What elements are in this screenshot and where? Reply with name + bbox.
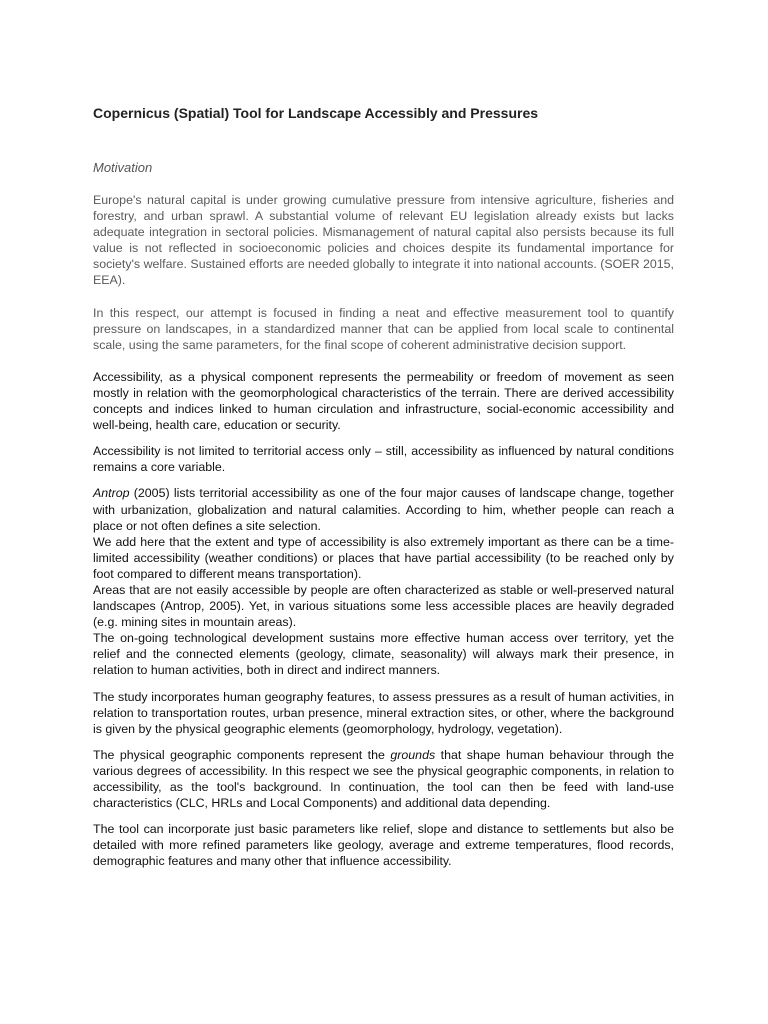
paragraph-territorial-access: Accessibility is not limited to territorial access only – still, accessibility as influenced by natural conditions remains a core variable. xyxy=(93,444,674,475)
paragraph-natural-capital: Europe's natural capital is under growing cumulative pressure from intensive agriculture, fisheries and forestry, and urban sprawl. A substantial volume of relevant EU legislation already exists but lacks adequate integration in sectoral policies. Mismanagement of natural capital also persists because its full value is not reflected in socioeconomic policies and choices despite its fundamental importance for society's welfare. Sustained efforts are needed globally to integrate it into national accounts. (SOER 2015, EEA). xyxy=(93,193,674,288)
document-title: Copernicus (Spatial) Tool for Landscape Accessibly and Pressures xyxy=(93,105,539,121)
paragraph-measurement-tool: In this respect, our attempt is focused in finding a neat and effective measurement tool to quantify pressure on landscapes, in a standardized manner that can be applied from local scale to continental scale, using the same parameters, for the final scope of coherent administrative decision support. xyxy=(93,305,674,352)
antrop-text: (2005) lists territorial accessibility as one of the four major causes of landscape change, together with urbanization, globalization and natural calamities. According to him, whether people can reach a place or not often defines a site selection. xyxy=(93,486,674,533)
paragraph-antrop xyxy=(93,485,674,533)
paragraph-accessibility-extent: We add here that the extent and type of accessibility is also extremely important as there can be a time-limited accessibility (weather conditions) or places that have partial accessibility (to be reached only by foot compared to different means transportation). xyxy=(93,534,674,581)
document-page xyxy=(93,103,674,869)
paragraph-tool-parameters: The tool can incorporate just basic parameters like relief, slope and distance to settlements but also be detailed with more refined parameters like geology, average and extreme temperatures, flood records, demographic features and many other that influence accessibility. xyxy=(93,822,674,869)
antrop-citation: Antrop xyxy=(93,486,130,501)
paragraph-inaccessible-areas: Areas that are not easily accessible by people are often characterized as stable or well-preserved natural landscapes (Antrop, 2005). Yet, in various situations some less accessible places are heavily degraded (e.g. mining sites in mountain areas). xyxy=(93,582,674,630)
grounds-emphasis: grounds xyxy=(390,747,436,762)
paragraph-human-geography: The study incorporates human geography features, to assess pressures as a result of human activities, in relation to transportation routes, urban presence, mineral extraction sites, or other, where the background is given by the physical geographic elements (geomorphology, hydrology, vegetation). xyxy=(93,689,674,736)
paragraph-accessibility-definition: Accessibility, as a physical component represents the permeability or freedom of movement as seen mostly in relation with the geomorphological characteristics of the terrain. There are derived accessibility concepts and indices linked to human circulation and infrastructure, social-economic accessibility and well-being, health care, education or security. xyxy=(93,369,674,433)
paragraph-physical-components: The physical geographic components represent the grounds that shape human behaviour through the various degrees of accessibility. In this respect we see the physical geographic components, in relation to accessibility, as the tool's background. In continuation, the tool can then be feed with land-use characteristics (CLC, HRLs and Local Components) and additional data depending. xyxy=(93,747,675,811)
paragraph-technological-development: The on-going technological development sustains more effective human access over territory, yet the relief and the connected elements (geology, climate, seasonality) will always mark their presence, in relation to human activities, both in direct and indirect manners. xyxy=(93,631,674,678)
section-heading-motivation: Motivation xyxy=(93,160,153,175)
